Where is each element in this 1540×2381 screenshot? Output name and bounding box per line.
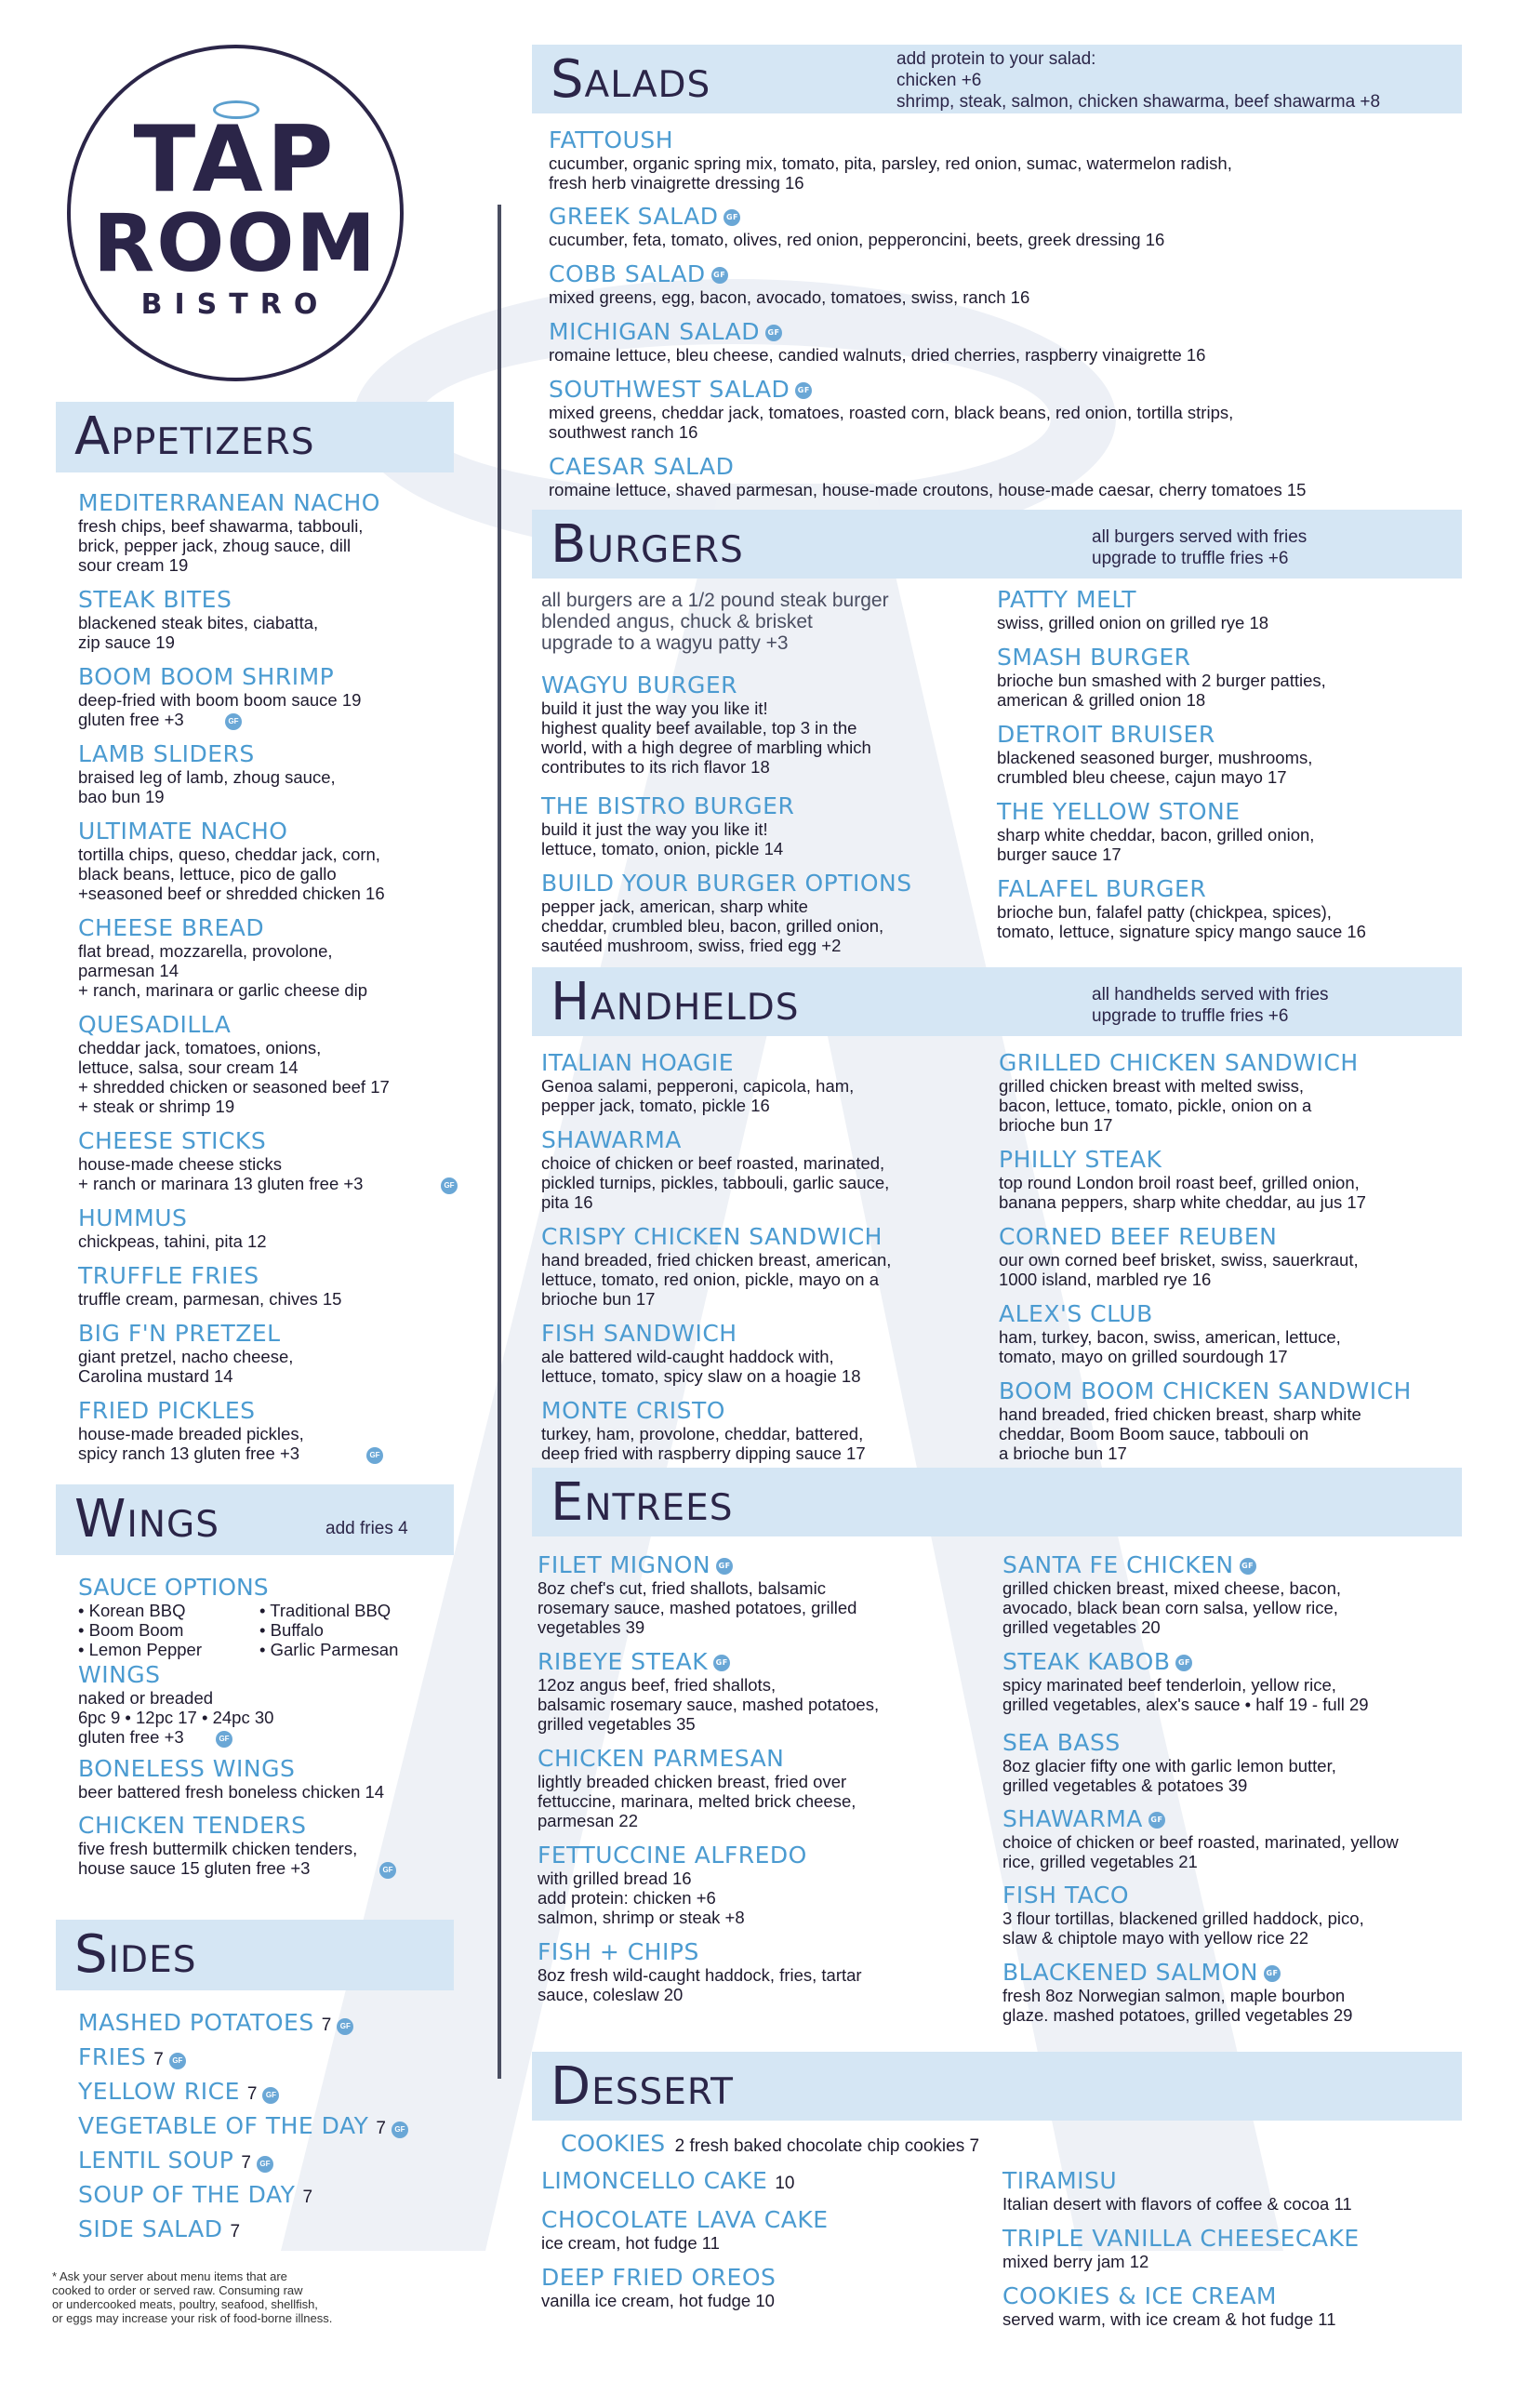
item-desc: 12oz angus beef, fried shallots, balsamic rosemary sauce, mashed potatoes, grilled vegetables 35 <box>538 1675 880 1734</box>
sauce-option: • Garlic Parmesan <box>259 1640 399 1659</box>
item-desc: top round London broil roast beef, grilled onion, banana peppers, sharp white cheddar, au jus 17 <box>999 1173 1366 1212</box>
menu-item <box>541 1049 988 1115</box>
item-name: ULTIMATE NACHO <box>78 818 288 845</box>
menu-item <box>541 1320 988 1386</box>
item-desc: romaine lettuce, shaved parmesan, house-made croutons, house-made caesar, cherry tomatoes 15 <box>549 480 1307 499</box>
menu-item <box>1002 2282 1505 2329</box>
menu-item <box>997 798 1480 864</box>
item-desc: choice of chicken or beef roasted, marinated, pickled turnips, pickles, tabbouli, garlic sauce, pita 16 <box>541 1153 890 1212</box>
item-name: GRILLED CHICKEN SANDWICH <box>999 1049 1359 1076</box>
side-price: 7 <box>302 2188 313 2207</box>
item-desc: Italian desert with flavors of coffee & cocoa 11 <box>1002 2194 1352 2214</box>
menu-item <box>541 2206 988 2253</box>
item-name: HUMMUS <box>78 1204 188 1231</box>
menu-item <box>1002 2167 1505 2214</box>
item-name: SHAWARMA <box>541 1126 682 1153</box>
side-name: YELLOW RICE <box>78 2078 240 2105</box>
menu-item <box>78 1755 478 1802</box>
menu-item <box>999 1049 1482 1135</box>
logo-line-2: ROOM <box>92 197 378 290</box>
menu-item <box>997 586 1480 632</box>
side-price: 7 <box>230 2222 241 2241</box>
side-name: LENTIL SOUP <box>78 2147 234 2174</box>
dessert-cookies <box>0 2130 1540 2157</box>
sauce-option: • Boom Boom <box>78 1620 184 1640</box>
item-desc: truffle cream, parmesan, chives 15 <box>78 1289 342 1309</box>
item-desc: grilled chicken breast, mixed cheese, bacon, avocado, black bean corn salsa, yellow rice, grilled vegetables 20 <box>1002 1578 1342 1637</box>
logo-line-1: TAP <box>133 107 338 213</box>
menu-item <box>78 1262 478 1309</box>
menu-item <box>541 1223 988 1309</box>
item-name: ITALIAN HOAGIE <box>541 1049 735 1076</box>
menu-item <box>78 1812 478 1878</box>
item-name: CRISPY CHICKEN SANDWICH <box>541 1223 883 1250</box>
item-desc: 8oz chef's cut, fried shallots, balsamic rosemary sauce, mashed potatoes, grilled vegetables 39 <box>538 1578 857 1637</box>
burgers-title: Burgers <box>551 514 744 575</box>
column-divider <box>498 205 501 2079</box>
gluten-free-icon: GF <box>441 1177 458 1194</box>
item-name: FISH TACO <box>1002 1882 1129 1909</box>
item-name: FRIED PICKLES <box>78 1397 256 1424</box>
sauce-list-left <box>78 1601 259 1659</box>
item-name: DETROIT BRUISER <box>997 721 1215 748</box>
side-price: 7 <box>376 2119 386 2138</box>
item-name: BIG F'N PRETZEL <box>78 1320 281 1347</box>
sauce-options-title: SAUCE OPTIONS <box>78 1574 269 1601</box>
item-name: FALAFEL BURGER <box>997 875 1207 902</box>
item-name: DEEP FRIED OREOS <box>541 2264 777 2291</box>
item-desc: cheddar jack, tomatoes, onions, lettuce, salsa, sour cream 14 + shredded chicken or seasoned beef 17 + steak or shrimp 19 <box>78 1038 390 1116</box>
dessert-title: Dessert <box>551 2056 734 2117</box>
item-desc: braised leg of lamb, zhoug sauce, bao bun 19 <box>78 767 336 806</box>
menu-item <box>1002 2225 1505 2271</box>
item-name-text: COBB SALAD <box>549 260 706 287</box>
item-desc: mixed berry jam 12 <box>1002 2252 1149 2271</box>
gluten-free-icon: GF <box>392 2122 408 2138</box>
gluten-free-icon: GF <box>257 2156 273 2173</box>
menu-item <box>541 792 988 858</box>
salads-title: Salads <box>551 49 711 110</box>
side-price: 7 <box>321 2015 332 2035</box>
item-desc: ham, turkey, bacon, swiss, american, lettuce, tomato, mayo on grilled sourdough 17 <box>999 1327 1341 1366</box>
menu-item <box>541 870 988 955</box>
menu-item <box>999 1146 1482 1212</box>
item-name: SEA BASS <box>1002 1729 1121 1756</box>
handhelds-note: all handhelds served with fries upgrade to truffle fries +6 <box>1092 985 1329 1026</box>
item-name: COOKIES & ICE CREAM <box>1002 2282 1277 2309</box>
item-desc: 2 fresh baked chocolate chip cookies 7 <box>674 2136 980 2156</box>
menu-item <box>549 453 1516 499</box>
item-name <box>1002 1805 1505 1832</box>
burgers-intro: all burgers are a 1/2 pound steak burger blended angus, chuck & brisket upgrade to a wagyu patty +3 <box>541 590 889 654</box>
side-item <box>78 2043 186 2070</box>
item-desc: blackened steak bites, ciabatta, zip sauce 19 <box>78 613 319 652</box>
item-desc: brioche bun smashed with 2 burger patties, american & grilled onion 18 <box>997 671 1326 710</box>
item-desc: deep-fried with boom boom sauce 19 gluten free +3 <box>78 690 362 729</box>
menu-item <box>541 672 988 777</box>
item-desc: house-made breaded pickles, spicy ranch 13 gluten free +3 <box>78 1424 304 1463</box>
item-desc: 8oz fresh wild-caught haddock, fries, tartar sauce, coleslaw 20 <box>538 1965 862 2004</box>
item-name: STEAK BITES <box>78 586 232 613</box>
item-desc: our own corned beef brisket, swiss, sauerkraut, 1000 island, marbled rye 16 <box>999 1250 1359 1289</box>
item-desc: served warm, with ice cream & hot fudge 11 <box>1002 2309 1336 2329</box>
menu-item <box>999 1377 1482 1463</box>
item-desc: mixed greens, egg, bacon, avocado, tomatoes, swiss, ranch 16 <box>549 287 1030 307</box>
item-name-text: STEAK KABOB <box>1002 1648 1171 1675</box>
sauce-option: • Buffalo <box>259 1620 324 1640</box>
menu-item <box>538 1842 993 1927</box>
item-desc: flat bread, mozzarella, provolone, parmesan 14 + ranch, marinara or garlic cheese dip <box>78 941 368 1000</box>
item-desc: lightly breaded chicken breast, fried over fettuccine, marinara, melted brick cheese, parmesan 22 <box>538 1772 856 1830</box>
item-desc: cucumber, organic spring mix, tomato, pita, parsley, red onion, sumac, watermelon radish, fresh herb vinaigrette dressing 16 <box>549 153 1232 193</box>
logo <box>67 45 404 381</box>
item-name: CHICKEN PARMESAN <box>538 1745 785 1772</box>
menu-item <box>1002 1959 1505 2025</box>
item-name: CHOCOLATE LAVA CAKE <box>541 2206 829 2233</box>
gluten-free-icon: GF <box>379 1862 396 1879</box>
entrees-header <box>532 1468 1462 1536</box>
item-desc: build it just the way you like it! lettuce, tomato, onion, pickle 14 <box>541 819 784 858</box>
item-name-text: RIBEYE STEAK <box>538 1648 709 1675</box>
item-desc: tortilla chips, queso, cheddar jack, corn, black beans, lettuce, pico de gallo +seasoned beef or shredded chicken 16 <box>78 845 385 903</box>
item-name: CHEESE STICKS <box>78 1127 267 1154</box>
item-desc: vanilla ice cream, hot fudge 10 <box>541 2291 775 2310</box>
item-name-text: SHAWARMA <box>1002 1805 1143 1832</box>
sides-title: Sides <box>74 1924 197 1985</box>
gluten-free-icon: GF <box>337 2018 353 2035</box>
sauce-list-right <box>259 1601 441 1659</box>
menu-item <box>999 1223 1482 1289</box>
dessert-header <box>532 2052 1462 2121</box>
logo-line-3: BISTRO <box>140 288 330 321</box>
item-name <box>1002 1648 1505 1675</box>
item-name: THE BISTRO BURGER <box>541 792 795 819</box>
menu-item <box>1002 1551 1505 1637</box>
item-name-text: GREEK SALAD <box>549 203 719 230</box>
item-name: WINGS <box>78 1661 161 1688</box>
item-desc: choice of chicken or beef roasted, marinated, yellow rice, grilled vegetables 21 <box>1002 1832 1399 1871</box>
menu-item <box>78 489 478 575</box>
item-desc: beer battered fresh boneless chicken 14 <box>78 1782 385 1802</box>
item-name: PATTY MELT <box>997 586 1137 613</box>
menu-item <box>78 1127 478 1193</box>
item-desc: 8oz glacier fifty one with garlic lemon butter, grilled vegetables & potatoes 39 <box>1002 1756 1336 1795</box>
item-name: COOKIES <box>560 2130 666 2157</box>
side-price: 7 <box>153 2050 164 2069</box>
item-name: WAGYU BURGER <box>541 672 738 698</box>
side-item <box>78 2181 312 2208</box>
item-name: FATTOUSH <box>549 126 673 153</box>
item-name: MEDITERRANEAN NACHO <box>78 489 380 516</box>
menu-item <box>1002 1805 1505 1871</box>
wings-title: Wings <box>74 1489 220 1550</box>
side-name: VEGETABLE OF THE DAY <box>78 2112 369 2139</box>
item-name-text: FILET MIGNON <box>538 1551 711 1578</box>
sauce-option: • Korean BBQ <box>78 1601 186 1620</box>
item-desc: spicy marinated beef tenderloin, yellow rice, grilled vegetables, alex's sauce • half 19 - full 29 <box>1002 1675 1369 1714</box>
item-name: CHEESE BREAD <box>78 914 265 941</box>
item-name: LAMB SLIDERS <box>78 740 255 767</box>
item-desc: naked or breaded 6pc 9 • 12pc 17 • 24pc 30 gluten free +3 <box>78 1688 274 1747</box>
item-desc: ice cream, hot fudge 11 <box>541 2233 720 2253</box>
menu-item <box>549 126 1516 193</box>
sauce-option: • Traditional BBQ <box>259 1601 392 1620</box>
item-name: TIRAMISU <box>1002 2167 1118 2194</box>
gluten-free-icon: GF <box>262 2087 279 2104</box>
item-desc: chickpeas, tahini, pita 12 <box>78 1231 267 1251</box>
menu-item <box>538 1551 993 1637</box>
menu-item <box>999 1300 1482 1366</box>
side-price: 7 <box>246 2084 258 2104</box>
item-desc: cucumber, feta, tomato, olives, red onion, pepperoncini, beets, greek dressing 16 <box>549 230 1165 249</box>
menu-item <box>78 914 478 1000</box>
item-desc: swiss, grilled onion on grilled rye 18 <box>997 613 1269 632</box>
item-price: 10 <box>775 2174 795 2193</box>
menu-item <box>78 1204 478 1251</box>
side-item <box>78 2215 240 2242</box>
item-name: PHILLY STEAK <box>999 1146 1162 1173</box>
item-name: FISH SANDWICH <box>541 1320 737 1347</box>
gluten-free-icon: GF <box>795 382 812 399</box>
item-desc: romaine lettuce, bleu cheese, candied walnuts, dried cherries, raspberry vinaigrette 16 <box>549 345 1206 365</box>
side-name: MASHED POTATOES <box>78 2009 314 2036</box>
item-name: THE YELLOW STONE <box>997 798 1241 825</box>
menu-item <box>78 818 478 903</box>
menu-item <box>541 1397 988 1463</box>
menu-item <box>541 1126 988 1212</box>
gluten-free-icon: GF <box>216 1731 232 1748</box>
wings-header <box>56 1484 454 1555</box>
item-name: CAESAR SALAD <box>549 453 735 480</box>
item-desc: ale battered wild-caught haddock with, lettuce, tomato, spicy slaw on a hoagie 18 <box>541 1347 861 1386</box>
item-name-text: LIMONCELLO CAKE <box>541 2167 768 2194</box>
item-name <box>549 318 1516 345</box>
item-name-text: SANTA FE CHICKEN <box>1002 1551 1234 1578</box>
item-desc: hand breaded, fried chicken breast, american, lettuce, tomato, red onion, pickle, mayo on a brioche bun 17 <box>541 1250 892 1309</box>
item-name: CORNED BEEF REUBEN <box>999 1223 1278 1250</box>
salads-header <box>532 45 1462 113</box>
sauce-option: • Lemon Pepper <box>78 1640 202 1659</box>
item-name: BOOM BOOM CHICKEN SANDWICH <box>999 1377 1412 1404</box>
menu-item <box>78 1011 478 1116</box>
item-desc: pepper jack, american, sharp white cheddar, crumbled bleu, bacon, grilled onion, sautéed mushroom, swiss, fried egg +2 <box>541 897 884 955</box>
item-desc: blackened seasoned burger, mushrooms, crumbled bleu cheese, cajun mayo 17 <box>997 748 1313 787</box>
gluten-free-icon: GF <box>724 209 740 226</box>
menu-item <box>78 663 478 729</box>
side-name: SOUP OF THE DAY <box>78 2181 296 2208</box>
gluten-free-icon: GF <box>713 1655 730 1671</box>
menu-item <box>997 875 1480 941</box>
item-name: FETTUCCINE ALFREDO <box>538 1842 807 1869</box>
item-desc: grilled chicken breast with melted swiss, bacon, lettuce, tomato, pickle, onion on a brioche bun 17 <box>999 1076 1312 1135</box>
side-name: FRIES <box>78 2043 147 2070</box>
side-price: 7 <box>241 2153 251 2173</box>
menu-item <box>78 1661 478 1747</box>
menu-item <box>1002 1648 1505 1714</box>
menu-item <box>538 1745 993 1830</box>
sides-header <box>56 1920 454 1990</box>
item-desc: mixed greens, cheddar jack, tomatoes, roasted corn, black beans, red onion, tortilla strips, southwest ranch 16 <box>549 403 1234 442</box>
side-name: SIDE SALAD <box>78 2215 223 2242</box>
gluten-free-icon: GF <box>1148 1812 1165 1829</box>
gluten-free-icon: GF <box>716 1558 733 1575</box>
item-name <box>549 203 1516 230</box>
salads-note: add protein to your salad: chicken +6 shrimp, steak, salmon, chicken shawarma, beef shawarma +8 <box>896 49 1381 112</box>
menu-item <box>549 203 1516 249</box>
footnote: * Ask your server about menu items that are cooked to order or served raw. Consuming raw or undercooked meats, poultry, seafood, shellfish, or eggs may increase your risk of food-borne illness. <box>52 2269 333 2325</box>
item-name: BONELESS WINGS <box>78 1755 296 1782</box>
gluten-free-icon: GF <box>1240 1558 1256 1575</box>
item-desc: fresh 8oz Norwegian salmon, maple bourbon glaze. mashed potatoes, grilled vegetables 29 <box>1002 1986 1353 2025</box>
wings-note: add fries 4 <box>325 1519 408 1538</box>
side-item <box>78 2009 353 2036</box>
gluten-free-icon: GF <box>366 1447 383 1464</box>
burgers-header <box>532 510 1462 579</box>
gluten-free-icon: GF <box>765 325 782 341</box>
item-desc: 3 flour tortillas, blackened grilled haddock, pico, slaw & chiptole mayo with yellow rice 22 <box>1002 1909 1364 1948</box>
item-name: QUESADILLA <box>78 1011 232 1038</box>
item-desc: brioche bun, falafel patty (chickpea, spices), tomato, lettuce, signature spicy mango sauce 16 <box>997 902 1366 941</box>
gluten-free-icon: GF <box>711 267 728 284</box>
item-name <box>541 2167 988 2197</box>
menu-item <box>549 376 1516 442</box>
gluten-free-icon: GF <box>225 713 242 730</box>
item-desc: fresh chips, beef shawarma, tabbouli, brick, pepper jack, zhoug sauce, dill sour cream 19 <box>78 516 364 575</box>
item-name-text: SOUTHWEST SALAD <box>549 376 790 403</box>
menu-item <box>78 1320 478 1386</box>
item-name <box>549 260 1516 287</box>
handhelds-title: Handhelds <box>551 972 800 1032</box>
item-name: SMASH BURGER <box>997 644 1191 671</box>
item-name <box>549 376 1516 403</box>
handhelds-header <box>532 967 1462 1036</box>
gluten-free-icon: GF <box>1264 1965 1281 1982</box>
item-name: BUILD YOUR BURGER OPTIONS <box>541 870 912 897</box>
item-name-text: BLACKENED SALMON <box>1002 1959 1258 1986</box>
item-name: BOOM BOOM SHRIMP <box>78 663 335 690</box>
menu-item <box>997 644 1480 710</box>
item-name <box>1002 1551 1505 1578</box>
sauce-options <box>78 1574 469 1659</box>
item-desc: turkey, ham, provolone, cheddar, battered, deep fried with raspberry dipping sauce 17 <box>541 1424 866 1463</box>
burgers-note: all burgers served with fries upgrade to truffle fries +6 <box>1092 527 1308 568</box>
item-name: ALEX'S CLUB <box>999 1300 1153 1327</box>
item-name-text: MICHIGAN SALAD <box>549 318 760 345</box>
item-name: TRUFFLE FRIES <box>78 1262 259 1289</box>
menu-item <box>1002 1729 1505 1795</box>
item-name: CHICKEN TENDERS <box>78 1812 307 1839</box>
item-desc: giant pretzel, nacho cheese, Carolina mustard 14 <box>78 1347 294 1386</box>
menu-item <box>541 2264 988 2310</box>
item-name <box>538 1648 993 1675</box>
menu-item <box>549 318 1516 365</box>
item-desc: house-made cheese sticks + ranch or marinara 13 gluten free +3 <box>78 1154 364 1193</box>
menu-item <box>549 260 1516 307</box>
gluten-free-icon: GF <box>169 2053 186 2069</box>
menu-item <box>78 1397 478 1463</box>
menu-item <box>78 586 478 652</box>
menu-item <box>1002 1882 1505 1948</box>
menu-item <box>997 721 1480 787</box>
item-name: TRIPLE VANILLA CHEESECAKE <box>1002 2225 1360 2252</box>
item-desc: with grilled bread 16 add protein: chicken +6 salmon, shrimp or steak +8 <box>538 1869 745 1927</box>
item-name <box>538 1551 993 1578</box>
item-desc: Genoa salami, pepperoni, capicola, ham, pepper jack, tomato, pickle 16 <box>541 1076 855 1115</box>
item-desc: hand breaded, fried chicken breast, sharp white cheddar, Boom Boom sauce, tabbouli on a brioche bun 17 <box>999 1404 1361 1463</box>
entrees-title: Entrees <box>551 1472 734 1533</box>
appetizers-header <box>56 402 454 472</box>
item-desc: build it just the way you like it! highest quality beef available, top 3 in the world, with a high degree of marbling which contributes to its rich flavor 18 <box>541 698 871 777</box>
appetizers-title: Appetizers <box>74 406 315 467</box>
menu-item <box>541 2167 988 2197</box>
item-desc: sharp white cheddar, bacon, grilled onion, burger sauce 17 <box>997 825 1315 864</box>
side-item <box>78 2078 279 2105</box>
item-name: FISH + CHIPS <box>538 1938 699 1965</box>
menu-item <box>538 1648 993 1734</box>
item-name <box>1002 1959 1505 1986</box>
menu-item <box>538 1938 993 2004</box>
gluten-free-icon: GF <box>1175 1655 1192 1671</box>
menu-item <box>78 740 478 806</box>
item-name: MONTE CRISTO <box>541 1397 725 1424</box>
item-desc: five fresh buttermilk chicken tenders, house sauce 15 gluten free +3 <box>78 1839 358 1878</box>
